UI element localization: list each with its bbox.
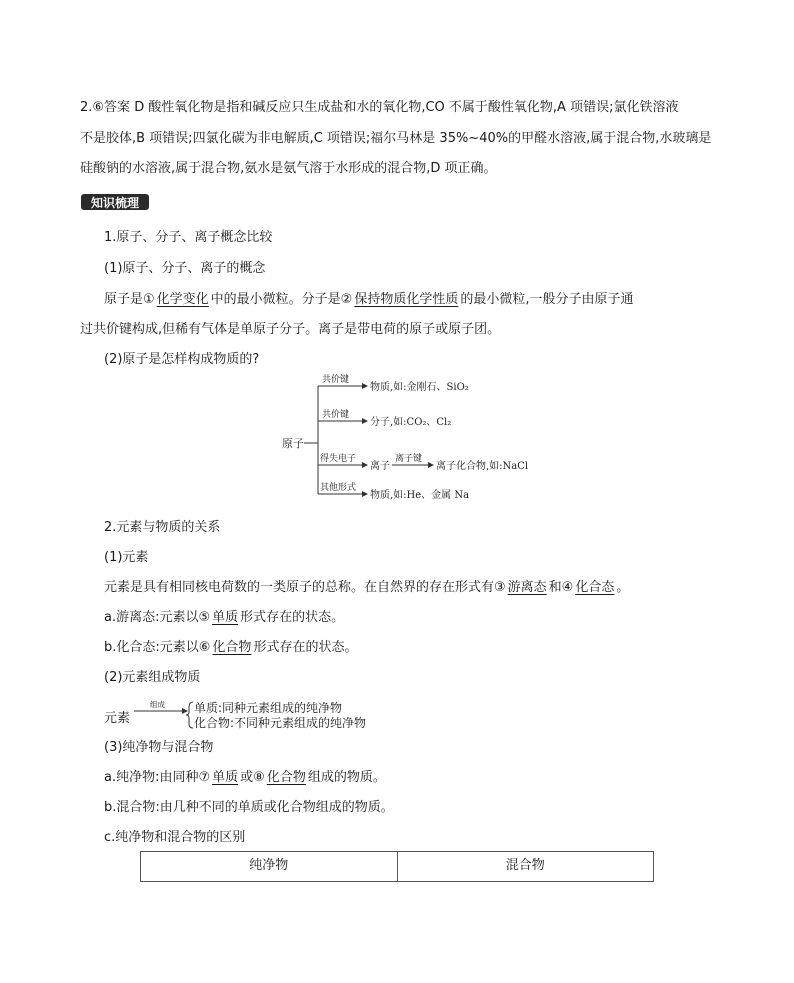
s2-c-line: a.纯净物:由同种⑦ 单质 或⑧ 化合物 组成的物质。	[104, 770, 386, 785]
branch3-label: 得失电子	[320, 454, 357, 464]
blank-4: 化合态	[575, 580, 615, 595]
s2-d-line: b.混合物:由几种不同的单质或化合物组成的物质。	[104, 800, 394, 815]
svg-text:知识梳理: 知识梳理	[90, 196, 140, 210]
branch1-target: 物质,如:金刚石、SiO₂	[370, 382, 469, 393]
s1-p1: 原子是① 化学变化 中的最小微粒。分子是② 保持物质化学性质 的最小微粒,一般分子由原子通	[104, 292, 634, 307]
answer-line-3: 硅酸钠的水溶液,属于混合物,氨水是氨气溶于水形成的混合物,D 项正确。	[80, 161, 497, 176]
comparison-table	[140, 851, 654, 882]
branch3-label2: 离子键	[395, 454, 423, 464]
blank-6: 化合物	[212, 640, 252, 655]
branch2-target: 分子,如:CO₂、Cl₂	[370, 417, 452, 428]
answer-line-2: 不是胶体,B 项错误;四氯化碳为非电解质,C 项错误;福尔马林是 35%~40%的甲醛水溶液,属于混合物,水玻璃是	[80, 131, 712, 146]
atom-structure-diagram	[282, 372, 562, 504]
s2-e-line: c.纯净物和混合物的区别	[104, 830, 246, 845]
elem-compound: 化合物:不同种元素组成的纯净物	[194, 716, 367, 730]
s2-b-line: b.化合态:元素以⑥ 化合物 形式存在的状态。	[104, 640, 358, 655]
s2-a-line: a.游离态:元素以⑤ 单质 形式存在的状态。	[104, 610, 345, 625]
blank-8: 化合物	[266, 770, 306, 785]
s2-sub2: (2)元素组成物质	[104, 670, 201, 685]
branch3-mid: 离子	[370, 461, 390, 472]
blank-3: 游离态	[507, 580, 547, 595]
diagram-root: 原子	[282, 437, 304, 450]
table-header-row	[141, 852, 654, 882]
blank-7: 单质	[212, 770, 239, 785]
blank-2: 保持物质化学性质	[354, 292, 459, 307]
branch1-label: 共价键	[322, 375, 350, 385]
elem-root: 元素	[104, 711, 131, 726]
s2-heading: 2.元素与物质的关系	[104, 520, 221, 535]
s2-p1: 元素是具有相同核电荷数的一类原子的总称。在自然界的存在形式有③ 游离态 和④ 化合态 。	[104, 580, 630, 595]
table-header-mixture: 混合物	[397, 852, 654, 882]
branch4-target: 物质,如:He、金属 Na	[370, 490, 470, 501]
branch3-target: 离子化合物,如:NaCl	[436, 461, 529, 472]
elem-arrow-label: 组成	[150, 700, 165, 709]
branch4-label: 其他形式	[320, 483, 357, 493]
section-badge	[80, 192, 150, 212]
blank-1: 化学变化	[156, 292, 209, 307]
element-composition-diagram	[104, 698, 404, 732]
s1-heading: 1.原子、分子、离子概念比较	[104, 230, 273, 245]
answer-line-1: 2.⑥答案 D 酸性氧化物是指和碱反应只生成盐和水的氧化物,CO 不属于酸性氧化物,A 项错误;氯化铁溶液	[80, 100, 679, 115]
blank-5: 单质	[212, 610, 239, 625]
branch2-label: 共价键	[322, 410, 350, 420]
table-header-pure: 纯净物	[141, 852, 398, 882]
elem-simple: 单质:同种元素组成的纯净物	[194, 701, 343, 715]
s1-sub1: (1)原子、分子、离子的概念	[104, 261, 266, 276]
s2-sub1: (1)元素	[104, 550, 149, 565]
s2-sub3: (3)纯净物与混合物	[104, 740, 214, 755]
s1-p2: 过共价键构成,但稀有气体是单原子分子。离子是带电荷的原子或原子团。	[80, 322, 501, 337]
s1-sub2: (2)原子是怎样构成物质的?	[104, 352, 260, 367]
